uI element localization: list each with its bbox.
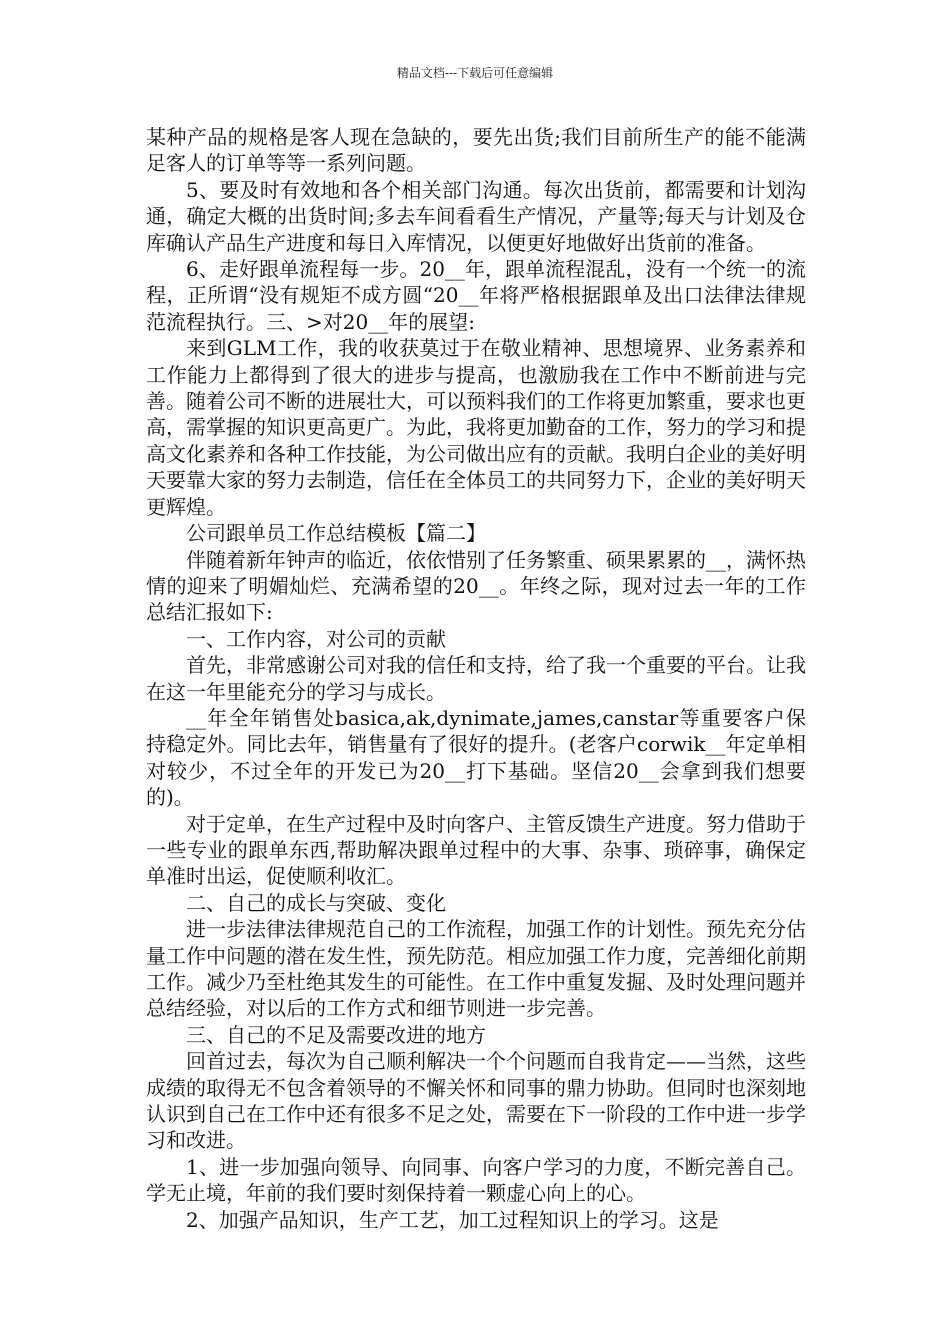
paragraph: 回首过去，每次为自己顺利解决一个个问题而自我肯定——当然，这些成绩的取得无不包含着领导的不懈关怀和同事的鼎力协助。但同时也深刻地认识到自己在工作中还有很多不足之处，需要在下一阶段的工作中进一步学习和改进。 — [146, 1049, 806, 1153]
paragraph: 对于定单，在生产过程中及时向客户、主管反馈生产进度。努力借助于一些专业的跟单东西,帮助解决跟单过程中的大事、杂事、琐碎事，确保定单准时出运，促使顺利收汇。 — [146, 811, 806, 889]
page-header: 精品文档---下载后可任意编辑 — [396, 66, 554, 80]
paragraph: 1、进一步加强向领导、向同事、向客户学习的力度，不断完善自己。学无止境，年前的我们要时刻保持着一颗虚心向上的心。 — [146, 1154, 806, 1206]
paragraph: 二、自己的成长与突破、变化 — [186, 890, 446, 915]
paragraph: 2、加强产品知识，生产工艺，加工过程知识上的学习。这是 — [186, 1207, 719, 1232]
paragraph: 进一步法律法律规范自己的工作流程，加强工作的计划性。预先充分估量工作中问题的潜在发生性，预先防范。相应加强工作力度，完善细化前期工作。减少乃至杜绝其发生的可能性。在工作中重复发掘、及时处理问题并总结经验，对以后的工作方式和细节则进一步完善。 — [146, 917, 806, 1021]
paragraph: 三、自己的不足及需要改进的地方 — [186, 1022, 486, 1047]
paragraph: 6、走好跟单流程每一步。20__年，跟单流程混乱，没有一个统一的流程，正所谓“没有规矩不成方圆“20__年将严格根据跟单及出口法律法律规范流程执行。三、>对20__年的展望: — [146, 257, 806, 334]
paragraph: 一、工作内容，对公司的贡献 — [186, 626, 446, 651]
paragraph: 来到GLM工作，我的收获莫过于在敬业精神、思想境界、业务素养和工作能力上都得到了很大的进步与提高，也激励我在工作中不断前进与完善。随着公司不断的进展壮大，可以预料我们的工作将更加繁重，要求也更高，需掌握的知识更高更广。为此，我将更加勤奋的工作，努力的学习和提高文化素养和各种工作技能，为公司做出应有的贡献。我明白企业的美好明天要靠大家的努力去制造，信任在全体员工的共同努力下，企业的美好明天更辉煌。 — [146, 336, 806, 519]
paragraph: 5、要及时有效地和各个相关部门沟通。每次出货前，都需要和计划沟通，确定大概的出货时间;多去车间看看生产情况，产量等;每天与计划及仓库确认产品生产进度和每日入库情况，以便更好地做好出货前的准备。 — [146, 177, 806, 255]
paragraph: 某种产品的规格是客人现在急缺的，要先出货;我们目前所生产的能不能满足客人的订单等等一系列问题。 — [146, 125, 806, 176]
paragraph: __年全年销售处basica,ak,dynimate,james,canstar等重要客户保持稳定外。同比去年，销售量有了很好的提升。(老客户corwik__年定单相对较少，不过全年的开发已为20__打下基础。坚信20__会拿到我们想要的)。 — [146, 705, 806, 810]
document-body — [146, 124, 806, 1233]
paragraph: 首先，非常感谢公司对我的信任和支持，给了我一个重要的平台。让我在这一年里能充分的学习与成长。 — [146, 653, 806, 704]
paragraph: 伴随着新年钟声的临近，依依惜别了任务繁重、硕果累累的__，满怀热情的迎来了明媚灿烂、充满希望的20__。年终之际，现对过去一年的工作总结汇报如下: — [146, 547, 806, 625]
paragraph: 公司跟单员工作总结模板【篇二】 — [186, 521, 486, 546]
